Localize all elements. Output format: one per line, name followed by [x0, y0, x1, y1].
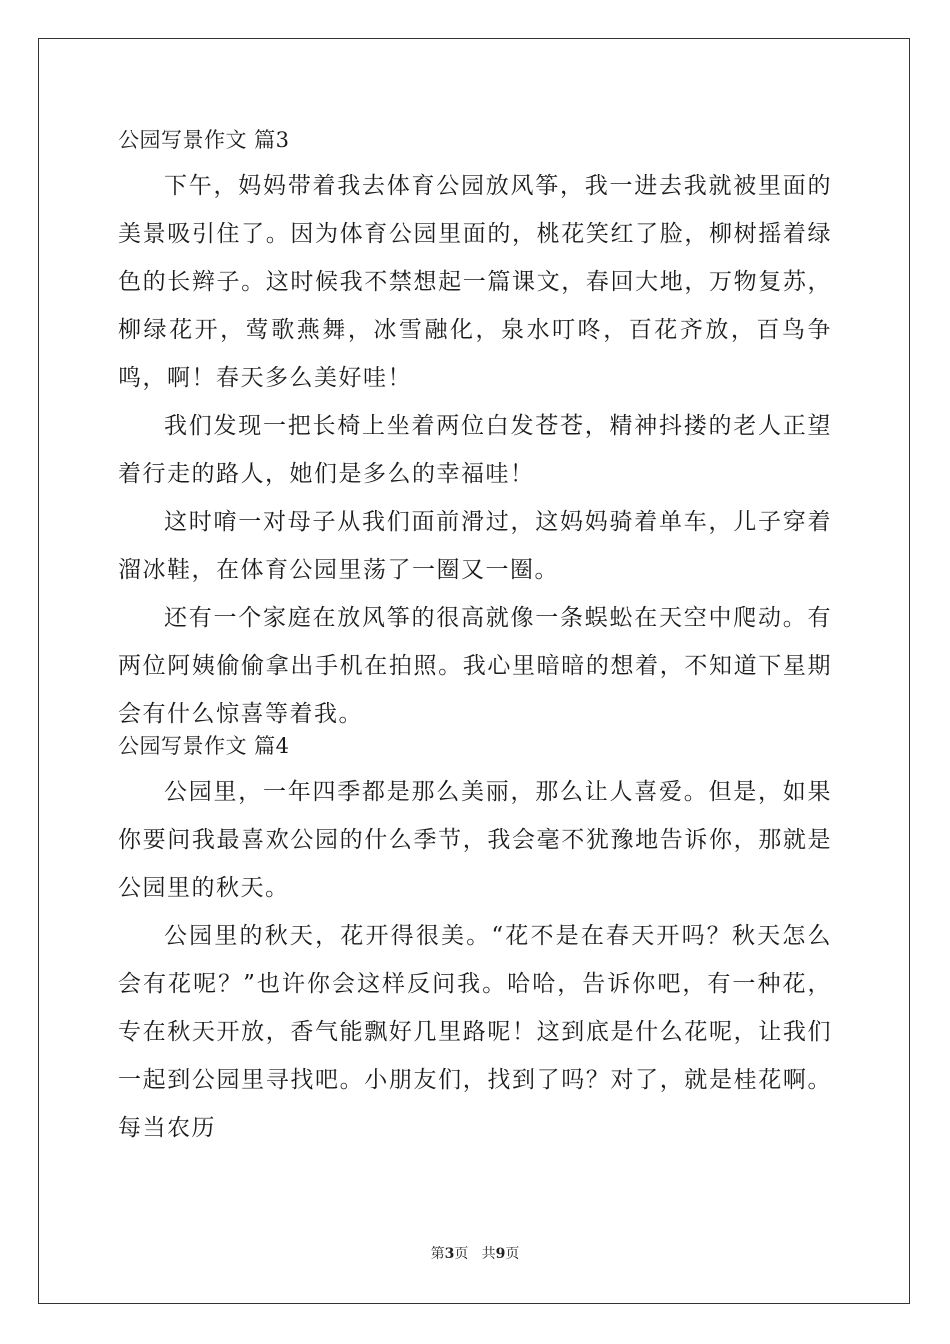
total-page-number: 9 [495, 1246, 506, 1262]
paragraph: 下午，妈妈带着我去体育公园放风筝，我一进去我就被里面的美景吸引住了。因为体育公园里面的，桃花笑红了脸，柳树摇着绿色的长辫子。这时候我不禁想起一篇课文，春回大地，万物复苏，柳绿花开，莺歌燕舞，冰雪融化，泉水叮咚，百花齐放，百鸟争鸣，啊！春天多么美好哇！ [118, 173, 832, 391]
page-unit: 页 [454, 1246, 469, 1262]
current-page-number: 3 [444, 1246, 455, 1262]
page-prefix: 第 [430, 1246, 445, 1262]
paragraph: 公园里的秋天，花开得很美。“花不是在春天开吗？秋天怎么会有花呢？”也许你会这样反问我。哈哈，告诉你吧，有一种花，专在秋天开放，香气能飘好几里路呢！这到底是什么花呢，让我们一起到公园里寻找吧。小朋友们，找到了吗？对了，就是桂花啊。每当农历 [118, 923, 832, 1141]
total-prefix: 共 [481, 1246, 496, 1262]
paragraph: 还有一个家庭在放风筝的很高就像一条蜈蚣在天空中爬动。有两位阿姨偷偷拿出手机在拍照。我心里暗暗的想着，不知道下星期会有什么惊喜等着我。 [118, 605, 832, 727]
page-footer [0, 1245, 950, 1263]
paragraph: 公园里，一年四季都是那么美丽，那么让人喜爱。但是，如果你要问我最喜欢公园的什么季节，我会毫不犹豫地告诉你，那就是公园里的秋天。 [118, 779, 832, 901]
section-heading: 公园写景作文 篇3 [118, 128, 290, 152]
paragraph: 我们发现一把长椅上坐着两位白发苍苍，精神抖搂的老人正望着行走的路人，她们是多么的幸福哇！ [118, 413, 832, 487]
paragraph: 这时唷一对母子从我们面前滑过，这妈妈骑着单车，儿子穿着溜冰鞋，在体育公园里荡了一圈又一圈。 [118, 509, 832, 583]
section-heading: 公园写景作文 篇4 [118, 734, 290, 758]
total-unit: 页 [505, 1246, 520, 1262]
document-body [118, 128, 832, 1152]
